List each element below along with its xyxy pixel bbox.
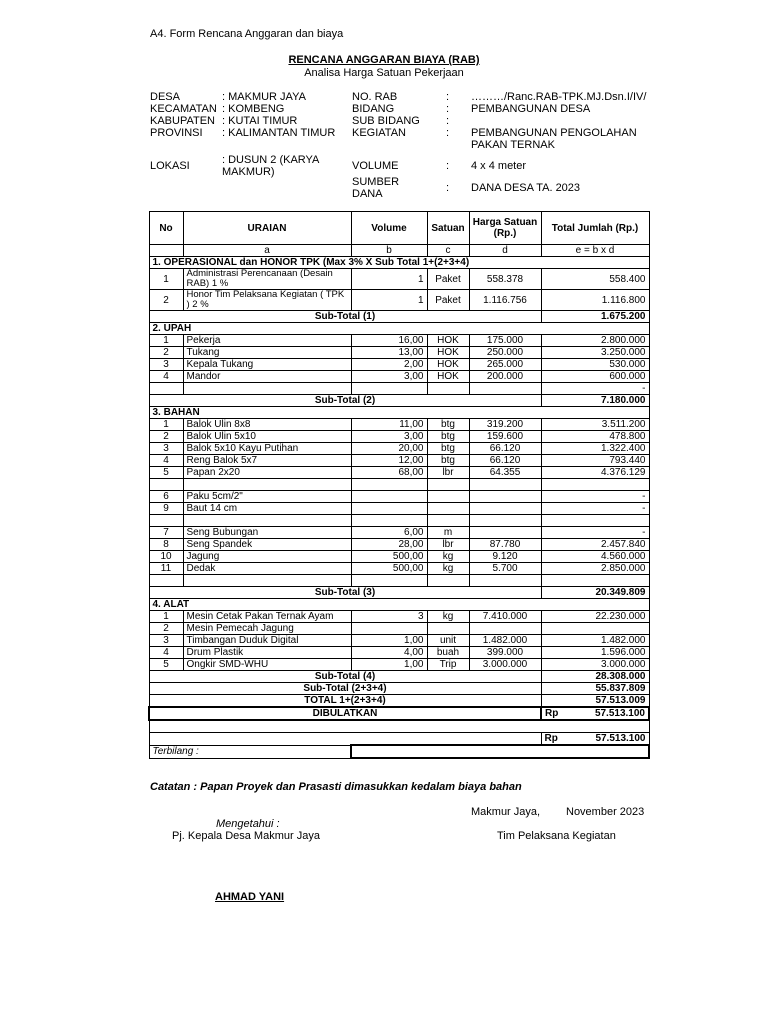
cell-total: 3.250.000 [541,347,649,359]
cell-harga: 159.600 [469,431,541,443]
cell-vol: 1,00 [351,659,427,671]
cell-total: 2.457.840 [541,539,649,551]
cell-harga [469,479,541,491]
dibulatkan-row [149,707,649,720]
cell-sat [427,383,469,395]
cell-no: 6 [149,491,183,503]
cell-total: 558.400 [541,269,649,290]
cell-no: 8 [149,539,183,551]
cell-vol: 500,00 [351,563,427,575]
cell-sat: Trip [427,659,469,671]
table-row [149,455,649,467]
cell-total: 3.000.000 [541,659,649,671]
blank-cell [149,733,541,746]
cell-vol: 6,00 [351,527,427,539]
cell-vol: 3,00 [351,371,427,383]
cell-total: 2.800.000 [541,335,649,347]
info-value: DANA DESA TA. 2023 [471,182,581,194]
final-row [149,733,649,746]
cell-total: 4.376.129 [541,467,649,479]
cell-vol [351,515,427,527]
cell-sat: lbr [427,539,469,551]
cell-harga [469,575,541,587]
cell-no: 2 [149,347,183,359]
cell-sat: kg [427,611,469,623]
cell-uraian: Kepala Tukang [183,359,351,371]
section-title: 4. ALAT [149,599,649,611]
cell-uraian [183,515,351,527]
cell-vol: 1 [351,269,427,290]
subtotal-row [149,311,649,323]
col-subheader [149,245,183,257]
cell-uraian: Seng Bubungan [183,527,351,539]
cell-vol [351,623,427,635]
cell-sat: Paket [427,290,469,311]
cell-total: 1.482.000 [541,635,649,647]
cell-harga: 66.120 [469,443,541,455]
cell-total: 1.596.000 [541,647,649,659]
col-header: Satuan [427,212,469,245]
cell-harga: 66.120 [469,455,541,467]
cell-uraian [183,575,351,587]
cell-sat [427,623,469,635]
cell-uraian: Jagung [183,551,351,563]
cell-no: 2 [149,431,183,443]
cell-harga: 200.000 [469,371,541,383]
cell-vol [351,491,427,503]
cell-uraian: Dedak [183,563,351,575]
cell-sat: btg [427,443,469,455]
cell-harga: 558.378 [469,269,541,290]
table-row [149,491,649,503]
cell-uraian: Honor Tim Pelaksana Kegiatan ( TPK ) 2 % [183,290,351,311]
info-left [150,91,335,139]
cell-vol [351,575,427,587]
cell-harga [469,503,541,515]
colon: : [446,182,450,194]
info-value: PEMBANGUNAN PENGOLAHAN PAKAN TERNAK [471,127,637,151]
cell-total: 22.230.000 [541,611,649,623]
cell-total: - [541,503,649,515]
cell-harga: 3.000.000 [469,659,541,671]
cell-vol: 20,00 [351,443,427,455]
cell-vol: 68,00 [351,467,427,479]
info-label: NO. RAB [352,91,398,103]
cell-harga: 399.000 [469,647,541,659]
cell-total: 793.440 [541,455,649,467]
info-label: SUB BIDANG [352,115,420,127]
table-row [149,431,649,443]
right-sign-title: Tim Pelaksana Kegiatan [497,830,616,842]
table-row [149,503,649,515]
cell-total [541,479,649,491]
cell-uraian: Seng Spandek [183,539,351,551]
final-value: 57.513.100 [595,733,646,744]
cell-sat [427,491,469,503]
cell-harga: 319.200 [469,419,541,431]
left-sign-title: Pj. Kepala Desa Makmur Jaya [172,830,320,842]
cell-vol: 4,00 [351,647,427,659]
cell-vol: 12,00 [351,455,427,467]
table-row [149,575,649,587]
table-row [149,647,649,659]
cell-total: 530.000 [541,359,649,371]
cell-total: - [541,491,649,503]
cell-uraian: Papan 2x20 [183,467,351,479]
cell-no: 1 [149,269,183,290]
table-row [149,611,649,623]
subtotal-value: 7.180.000 [541,395,649,407]
section-row [149,257,649,269]
cell-no: 3 [149,443,183,455]
col-subheader: c [427,245,469,257]
section-title: 2. UPAH [149,323,649,335]
cell-harga [469,491,541,503]
cell-no: 1 [149,611,183,623]
cell-harga: 250.000 [469,347,541,359]
table-row [149,515,649,527]
rab-table [148,211,650,759]
info-value: : KALIMANTAN TIMUR [222,127,336,139]
cell-uraian: Drum Plastik [183,647,351,659]
subtotal-row [149,395,649,407]
info-label: DESA [150,91,180,103]
col-subheader: e = b x d [541,245,649,257]
document-subtitle: Analisa Harga Satuan Pekerjaan [304,67,464,79]
cell-harga: 87.780 [469,539,541,551]
cell-no: 5 [149,467,183,479]
cell-no: 9 [149,503,183,515]
col-header: URAIAN [183,212,351,245]
cell-no: 3 [149,359,183,371]
cell-uraian: Mandor [183,371,351,383]
colon: : [446,127,450,139]
col-header: Volume [351,212,427,245]
total-row [149,695,649,708]
cell-vol [351,479,427,491]
cell-harga: 9.120 [469,551,541,563]
col-subheader: b [351,245,427,257]
currency-label: Rp [545,708,559,719]
info-label: PROVINSI [150,127,203,139]
info-label: KECAMATAN [150,103,217,115]
cell-sat: buah [427,647,469,659]
left-sign-name: AHMAD YANI [215,891,285,903]
cell-no: 11 [149,563,183,575]
section-row [149,323,649,335]
table-row [149,659,649,671]
cell-harga [469,383,541,395]
section-title: 1. OPERASIONAL dan HONOR TPK (Max 3% X Sub Total 1+(2+3+4) [149,257,649,269]
cell-no: 2 [149,623,183,635]
cell-vol: 16,00 [351,335,427,347]
terbilang-row [149,745,649,758]
note: Catatan : Papan Proyek dan Prasasti dimasukkan kedalam biaya bahan [150,781,522,793]
table-row [149,359,649,371]
cell-harga [469,515,541,527]
info-label: SUMBER DANA [352,176,400,200]
cell-sat: unit [427,635,469,647]
terbilang-label: Terbilang : [149,745,351,758]
section-body [149,335,649,395]
section-row [149,599,649,611]
cell-vol: 2,00 [351,359,427,371]
cell-sat: m [427,527,469,539]
info-value: : MAKMUR JAYA [222,91,306,103]
colon: : [446,103,450,115]
cell-sat: btg [427,455,469,467]
subtotal-row [149,683,649,695]
table-row [149,467,649,479]
cell-harga: 1.482.000 [469,635,541,647]
info-value: PEMBANGUNAN DESA [471,103,591,115]
table-row [149,290,649,311]
subtotal-label: Sub-Total (3) [149,587,541,599]
cell-no: 4 [149,455,183,467]
blank-row [149,720,649,733]
cell-uraian: Balok Ulin 8x8 [183,419,351,431]
subtotal-value: 1.675.200 [541,311,649,323]
document-title: RENCANA ANGGARAN BIAYA (RAB) [288,54,480,66]
cell-no [149,479,183,491]
currency-label: Rp [544,733,558,744]
terbilang-value [351,745,649,758]
table-row [149,527,649,539]
cell-sat: HOK [427,347,469,359]
cell-vol [351,503,427,515]
subtotal-label: Sub-Total (2+3+4) [149,683,541,695]
info-label: BIDANG [352,103,395,115]
cell-sat: HOK [427,359,469,371]
section-body [149,611,649,671]
table-row [149,419,649,431]
cell-sat: lbr [427,467,469,479]
section-body [149,419,649,587]
cell-vol: 1 [351,290,427,311]
subtotal-row [149,587,649,599]
dibulatkan-value: 57.513.100 [594,708,645,719]
cell-uraian: Ongkir SMD-WHU [183,659,351,671]
section-title: 3. BAHAN [149,407,649,419]
cell-total: - [541,527,649,539]
cell-no: 2 [149,290,183,311]
cell-uraian: Reng Balok 5x7 [183,455,351,467]
cell-uraian: Pekerja [183,335,351,347]
info-label: VOLUME [352,160,399,172]
cell-no: 4 [149,371,183,383]
cell-vol [351,383,427,395]
colon: : [446,160,450,172]
cell-sat [427,515,469,527]
blank-cell [149,720,649,733]
table-row [149,563,649,575]
table-row [149,443,649,455]
cell-total: 2.850.000 [541,563,649,575]
cell-no: 3 [149,635,183,647]
table-row [149,551,649,563]
cell-total: 478.800 [541,431,649,443]
cell-uraian: Balok 5x10 Kayu Putihan [183,443,351,455]
cell-harga [469,623,541,635]
cell-uraian [183,383,351,395]
lokasi-value: : DUSUN 2 (KARYA MAKMUR) [222,154,319,178]
cell-vol: 500,00 [351,551,427,563]
info-value: 4 x 4 meter [471,160,527,172]
col-header: No [149,212,183,245]
cell-uraian: Balok Ulin 5x10 [183,431,351,443]
cell-total [541,515,649,527]
cell-sat: btg [427,419,469,431]
cell-harga: 1.116.756 [469,290,541,311]
cell-total: - [541,383,649,395]
section-row [149,407,649,419]
cell-total: 1.116.800 [541,290,649,311]
cell-sat: HOK [427,335,469,347]
subtotal-row [149,671,649,683]
cell-no [149,515,183,527]
cell-harga: 7.410.000 [469,611,541,623]
col-subheader: d [469,245,541,257]
table-row [149,371,649,383]
cell-uraian: Tukang [183,347,351,359]
cell-total [541,575,649,587]
info-value: ………/Ranc.RAB-TPK.MJ.Dsn.I/IV/ [471,91,647,103]
col-header: Total Jumlah (Rp.) [541,212,649,245]
table-row [149,479,649,491]
subtotal-value: 28.308.000 [541,671,649,683]
cell-sat: kg [427,551,469,563]
cell-uraian [183,479,351,491]
info-value: : KOMBENG [222,103,285,115]
cell-total [541,623,649,635]
table-row [149,539,649,551]
table-row [149,335,649,347]
cell-total: 3.511.200 [541,419,649,431]
cell-vol: 3 [351,611,427,623]
cell-no: 10 [149,551,183,563]
cell-uraian: Administrasi Perencanaan (Desain RAB) 1 % [183,269,351,290]
cell-vol: 13,00 [351,347,427,359]
total-value: 57.513.009 [541,695,649,708]
table-row [149,269,649,290]
colon: : [446,115,450,127]
cell-no [149,575,183,587]
place-date: Makmur Jaya, [471,806,541,818]
cell-harga: 5.700 [469,563,541,575]
cell-uraian: Paku 5cm/2" [183,491,351,503]
table-row [149,635,649,647]
subtotal-label: Sub-Total (4) [149,671,541,683]
cell-harga [469,527,541,539]
table-row [149,623,649,635]
cell-sat [427,479,469,491]
cell-no: 7 [149,527,183,539]
table-subheader-row [149,245,649,257]
dibulatkan-label: DIBULATKAN [149,707,541,720]
cell-total: 600.000 [541,371,649,383]
lokasi-label: LOKASI [150,160,190,172]
subtotal-value: 20.349.809 [541,587,649,599]
table-row [149,347,649,359]
cell-harga: 64.355 [469,467,541,479]
col-subheader: a [183,245,351,257]
date: November 2023 [566,806,645,818]
subtotal-value: 55.837.809 [541,683,649,695]
subtotal-label: Sub-Total (1) [149,311,541,323]
cell-no [149,383,183,395]
mengetahui: Mengetahui : [216,818,280,830]
cell-sat [427,503,469,515]
cell-sat: btg [427,431,469,443]
cell-vol: 28,00 [351,539,427,551]
subtotal-label: Sub-Total (2) [149,395,541,407]
info-label: KEGIATAN [352,127,406,139]
table-header-row [149,212,649,245]
cell-no: 1 [149,419,183,431]
cell-uraian: Baut 14 cm [183,503,351,515]
total-label: TOTAL 1+(2+3+4) [149,695,541,708]
cell-harga: 265.000 [469,359,541,371]
cell-harga: 175.000 [469,335,541,347]
cell-uraian: Mesin Cetak Pakan Ternak Ayam [183,611,351,623]
cell-no: 5 [149,659,183,671]
cell-sat: HOK [427,371,469,383]
cell-total: 4.560.000 [541,551,649,563]
info-value: : KUTAI TIMUR [222,115,298,127]
form-label: A4. Form Rencana Anggaran dan biaya [150,28,344,40]
dibulatkan-value-cell [541,707,649,720]
cell-vol: 1,00 [351,635,427,647]
info-label: KABUPATEN [150,115,215,127]
cell-no: 4 [149,647,183,659]
cell-uraian: Timbangan Duduk Digital [183,635,351,647]
cell-sat: kg [427,563,469,575]
cell-vol: 3,00 [351,431,427,443]
final-value-cell [541,733,649,746]
cell-sat: Paket [427,269,469,290]
cell-sat [427,575,469,587]
cell-uraian: Mesin Pemecah Jagung [183,623,351,635]
colon: : [446,91,450,103]
table-row [149,383,649,395]
col-header: Harga Satuan (Rp.) [469,212,541,245]
cell-no: 1 [149,335,183,347]
cell-vol: 11,00 [351,419,427,431]
section-body [149,269,649,311]
cell-total: 1.322.400 [541,443,649,455]
